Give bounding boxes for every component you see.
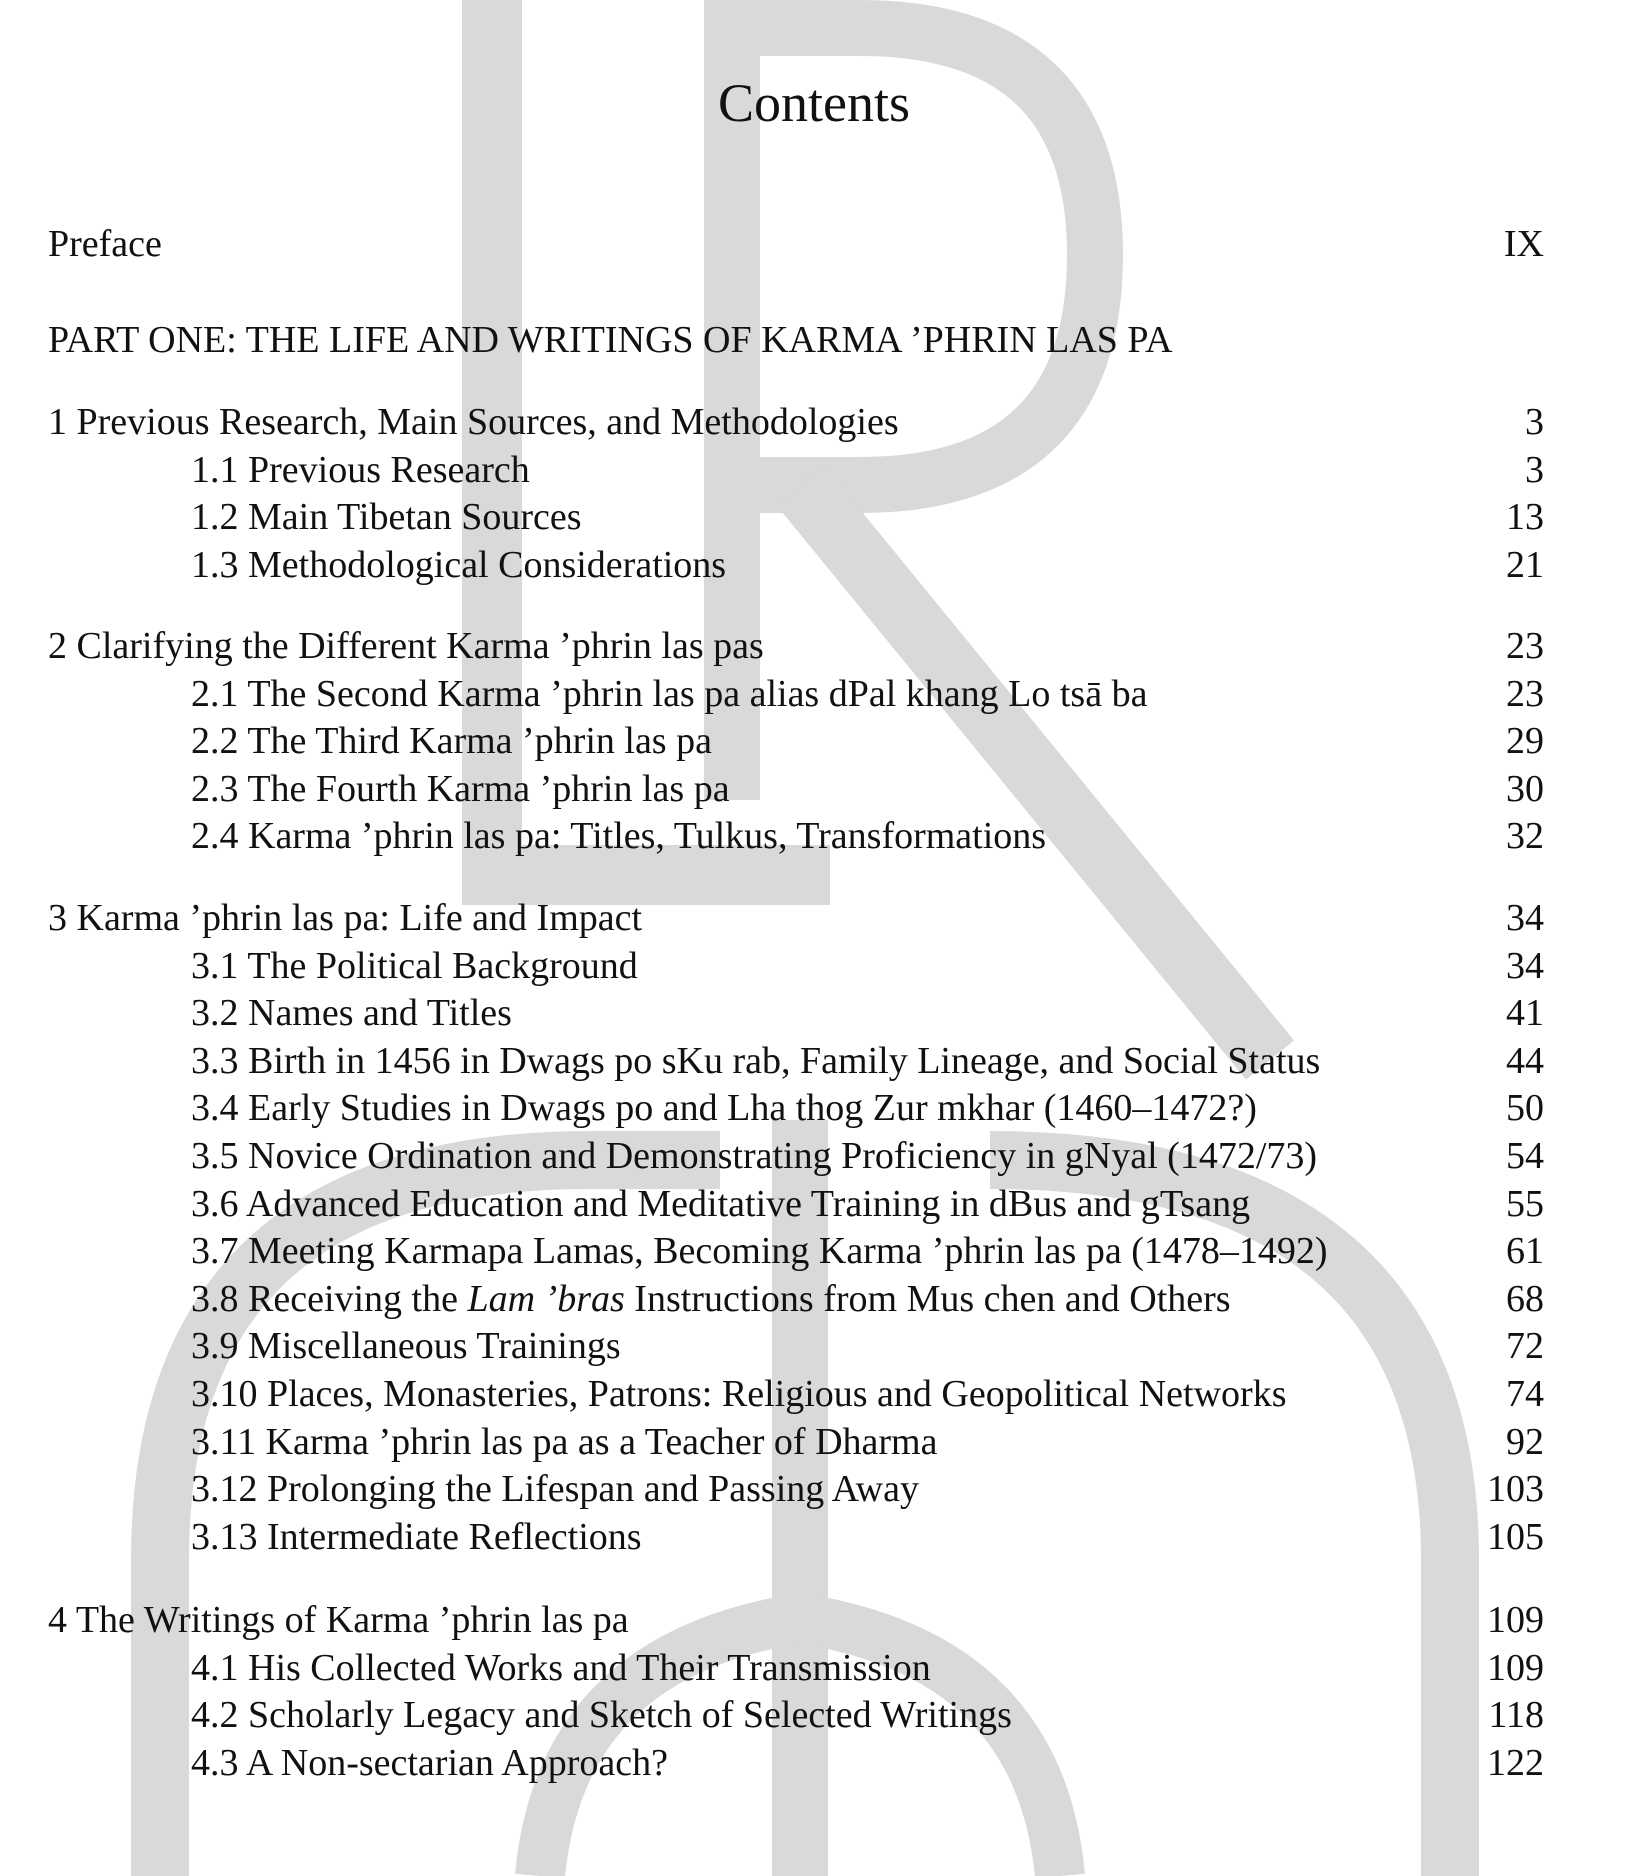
toc-section-page: 68 <box>1506 1277 1544 1320</box>
toc-section-page: 55 <box>1506 1182 1544 1225</box>
toc-section-label: 3.4 Early Studies in Dwags po and Lha thog Zur mkhar (1460–1472?) <box>191 1087 1257 1130</box>
toc-section-page: 72 <box>1506 1325 1544 1368</box>
toc-section-label <box>48 1275 1231 1323</box>
part-heading: PART ONE: THE LIFE AND WRITINGS OF KARMA ’PHRIN LAS PA <box>48 319 1173 361</box>
toc-section-page: 23 <box>1506 672 1544 715</box>
toc-section-row[interactable] <box>48 1370 1544 1418</box>
toc-section-page: 118 <box>1488 1694 1544 1737</box>
toc-section-page: 50 <box>1506 1087 1544 1130</box>
toc-chapter-label: 3 Karma ’phrin las pa: Life and Impact <box>48 897 643 939</box>
toc-section-row[interactable] <box>48 1644 1544 1692</box>
toc-section-page: 34 <box>1506 944 1544 987</box>
toc-section-label: 1.2 Main Tibetan Sources <box>191 496 582 539</box>
toc-section-page: 29 <box>1506 720 1544 763</box>
toc-section-row[interactable] <box>48 1739 1544 1787</box>
toc-chapter-page: 3 <box>1525 401 1544 443</box>
toc-section-row[interactable] <box>48 1084 1544 1132</box>
toc-section-label-suffix: Instructions from Mus chen and Others <box>624 1277 1231 1320</box>
toc-section-row[interactable] <box>48 765 1544 813</box>
toc-section-label: 4.3 A Non-sectarian Approach? <box>191 1741 668 1784</box>
toc-section-page: 54 <box>1506 1135 1544 1177</box>
toc-section-label: 3.12 Prolonging the Lifespan and Passing Away <box>191 1468 919 1511</box>
toc-section-label: 1.3 Methodological Considerations <box>191 543 727 586</box>
toc-section-label: 1.1 Previous Research <box>191 448 530 491</box>
toc-chapter-page: 23 <box>1506 625 1544 667</box>
toc-section-label: 3.7 Meeting Karmapa Lamas, Becoming Karma ’phrin las pa (1478–1492) <box>191 1230 1328 1273</box>
toc-section-label: 2.3 The Fourth Karma ’phrin las pa <box>191 767 730 810</box>
toc-section-row[interactable] <box>48 1513 1544 1561</box>
toc-section-row[interactable] <box>48 1037 1544 1085</box>
toc-section-row[interactable] <box>48 1322 1544 1370</box>
toc-section-label: 2.1 The Second Karma ’phrin las pa alias dPal khang Lo tsā ba <box>191 672 1148 715</box>
toc-section-label: 3.1 The Political Background <box>191 944 638 987</box>
toc-section-page: 3 <box>1525 448 1544 491</box>
toc-section-page: 61 <box>1506 1230 1544 1273</box>
toc-section-row[interactable] <box>48 812 1544 860</box>
toc-section-page: 13 <box>1506 496 1544 539</box>
toc-section-row[interactable] <box>48 493 1544 541</box>
toc-section-label-italic: Lam ’bras <box>467 1277 625 1320</box>
toc-section-label: 3.3 Birth in 1456 in Dwags po sKu rab, Family Lineage, and Social Status <box>191 1039 1321 1082</box>
toc-section-page: 122 <box>1487 1741 1544 1784</box>
toc-chapter-row[interactable] <box>48 1596 1544 1644</box>
toc-entry-page: IX <box>1503 223 1544 265</box>
toc-section-label: 3.2 Names and Titles <box>191 992 512 1035</box>
toc-chapter-row[interactable] <box>48 894 1544 942</box>
toc-section-label: 4.2 Scholarly Legacy and Sketch of Selected Writings <box>191 1694 1012 1737</box>
toc-section-label: 3.13 Intermediate Reflections <box>191 1515 642 1558</box>
toc-section-page: 30 <box>1506 767 1544 810</box>
toc-section-page: 92 <box>1506 1420 1544 1463</box>
toc-section-page: 103 <box>1487 1468 1544 1511</box>
toc-section-label: 2.4 Karma ’phrin las pa: Titles, Tulkus, Transformations <box>191 815 1047 858</box>
toc-section-page: 32 <box>1506 815 1544 858</box>
toc-section-row[interactable] <box>48 1275 1544 1323</box>
toc-section-row[interactable] <box>48 541 1544 589</box>
toc-section-row[interactable] <box>48 446 1544 494</box>
toc-section-row[interactable] <box>48 1691 1544 1739</box>
toc-entry-preface[interactable] <box>48 220 1544 268</box>
toc-section-row[interactable] <box>48 670 1544 718</box>
toc-chapter-page: 34 <box>1506 897 1544 939</box>
toc-section-row[interactable] <box>48 1132 1544 1180</box>
toc-section-row[interactable] <box>48 1180 1544 1228</box>
toc-section-page: 105 <box>1487 1515 1544 1558</box>
toc-chapter-label: 2 Clarifying the Different Karma ’phrin las pas <box>48 625 764 667</box>
toc-section-label: 2.2 The Third Karma ’phrin las pa <box>191 720 712 763</box>
toc-section-label: 3.6 Advanced Education and Meditative Training in dBus and gTsang <box>191 1182 1251 1225</box>
toc-section-row[interactable] <box>48 989 1544 1037</box>
toc-section-page: 74 <box>1506 1373 1544 1415</box>
toc-section-page: 44 <box>1506 1039 1544 1082</box>
toc-section-label: 3.9 Miscellaneous Trainings <box>191 1325 621 1368</box>
page-title: Contents <box>717 73 910 133</box>
toc-section-row[interactable] <box>48 1418 1544 1466</box>
toc-section-row[interactable] <box>48 1227 1544 1275</box>
toc-section-label: 3.11 Karma ’phrin las pa as a Teacher of Dharma <box>191 1420 938 1463</box>
toc-section-row[interactable] <box>48 717 1544 765</box>
toc-section-label: 4.1 His Collected Works and Their Transmission <box>191 1646 931 1689</box>
toc-section-label: 3.10 Places, Monasteries, Patrons: Religious and Geopolitical Networks <box>191 1373 1287 1415</box>
toc-section-page: 109 <box>1487 1646 1544 1689</box>
toc-section-row[interactable] <box>48 1465 1544 1513</box>
toc-chapter-row[interactable] <box>48 622 1544 670</box>
toc-chapter-label: 1 Previous Research, Main Sources, and Methodologies <box>48 401 899 443</box>
toc-section-page: 21 <box>1506 543 1544 586</box>
toc-entry-label: Preface <box>48 223 162 265</box>
toc-chapter-label: 4 The Writings of Karma ’phrin las pa <box>48 1599 629 1641</box>
toc-section-label: 3.5 Novice Ordination and Demonstrating Proficiency in gNyal (1472/73) <box>191 1135 1318 1177</box>
toc-section-row[interactable] <box>48 942 1544 990</box>
toc-chapter-page: 109 <box>1487 1599 1544 1641</box>
toc-chapter-row[interactable] <box>48 398 1544 446</box>
toc-section-page: 41 <box>1506 992 1544 1035</box>
toc-section-label-prefix: 3.8 Receiving the <box>191 1277 468 1320</box>
